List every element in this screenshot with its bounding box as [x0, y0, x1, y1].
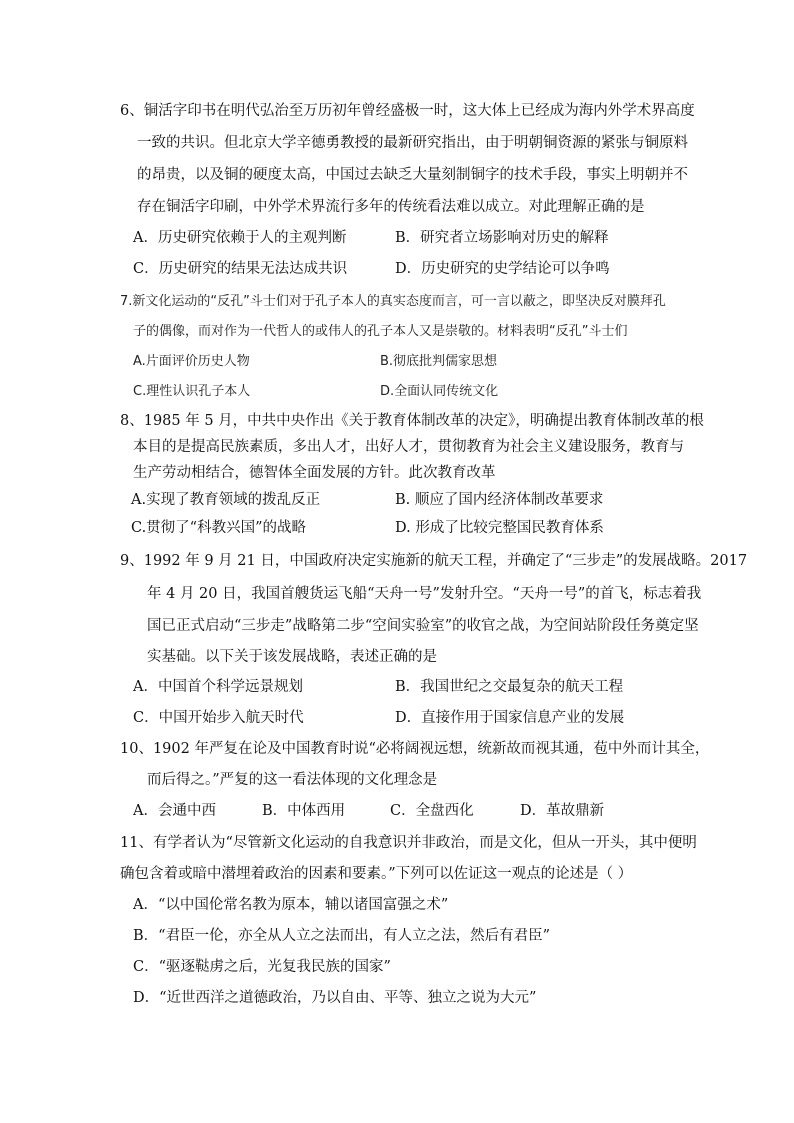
option-b[interactable]: B.彻底批判儒家思想: [380, 354, 498, 369]
question-stem-line: 生产劳动相结合，德智体全面发展的方针。此次教育改革: [133, 465, 496, 481]
option-d[interactable]: D.全面认同传统文化: [380, 384, 499, 399]
option-c[interactable]: C．全盘西化: [390, 803, 474, 819]
option-c[interactable]: C．“驱逐鞑虏之后，光复我民族的国家”: [133, 959, 391, 975]
option-a[interactable]: A．会通中西: [133, 803, 216, 819]
question-stem-line: 10、1902 年严复在论及中国教育时说“必将阔视远想，统新故而视其通，苞中外而计其全，: [120, 741, 710, 757]
question-stem-line: 子的偶像，而对作为一代哲人的或伟人的孔子本人又是崇敬的。材料表明“反孔”斗士们: [133, 324, 628, 339]
question-stem-line: 而后得之。”严复的这一看法体现的文化理念是: [147, 772, 438, 788]
question-stem-line: 年 4 月 20 日，我国首艘货运飞船“天舟一号”发射升空。“天舟一号”的首飞，标志着我: [147, 586, 702, 602]
question-stem-line: 7.新文化运动的“反孔”斗士们对于孔子本人的真实态度而言，可一言以蔽之，即坚决反对膜拜孔: [120, 294, 666, 309]
option-a[interactable]: A．中国首个科学远景规划: [133, 679, 303, 695]
question-stem-line: 的昂贵，以及铜的硬度太高，中国过去缺乏大量刻制铜字的技术手段，事实上明朝并不: [137, 167, 688, 183]
question-stem-line: 实基础。以下关于该发展战略，表述正确的是: [147, 649, 437, 665]
option-d[interactable]: D．直接作用于国家信息产业的发展: [395, 710, 625, 726]
option-b[interactable]: B．中体西用: [262, 803, 346, 819]
question-stem-line: 6、铜活字印书在明代弘治至万历初年曾经盛极一时，这大体上已经成为海内外学术界高度: [120, 103, 695, 119]
question-stem-line: 存在铜活字印刷，中外学术界流行多年的传统看法难以成立。对此理解正确的是: [137, 199, 645, 215]
option-d[interactable]: D．历史研究的史学结论可以争鸣: [395, 261, 610, 277]
question-stem-line: 一致的共识。但北京大学辛德勇教授的最新研究指出，由于明朝铜资源的紧张与铜原料: [137, 135, 688, 151]
option-c[interactable]: C．中国开始步入航天时代: [133, 710, 304, 726]
option-d[interactable]: D．革故鼎新: [520, 803, 605, 819]
option-a[interactable]: A.实现了教育领域的拨乱反正: [131, 492, 321, 508]
option-b[interactable]: B．我国世纪之交最复杂的航天工程: [395, 679, 624, 695]
option-d[interactable]: D．“近世西洋之道德政治，乃以自由、平等、独立之说为大元”: [133, 990, 537, 1006]
question-stem-line: 确包含着或暗中潜埋着政治的因素和要素。”下列可以佐证这一观点的论述是（ ）: [120, 866, 633, 882]
option-a[interactable]: A．历史研究依赖于人的主观判断: [133, 230, 347, 246]
option-c[interactable]: C.贯彻了“科教兴国”的战略: [131, 520, 307, 536]
question-stem-line: 本目的是提高民族素质，多出人才，出好人才，贯彻教育为社会主义建设服务，教育与: [133, 439, 684, 455]
option-a[interactable]: A．“以中国伦常名教为原本，辅以诸国富强之术”: [133, 897, 449, 913]
option-c[interactable]: C.理性认识孔子本人: [133, 384, 251, 399]
question-stem-line: 9、1992 年 9 月 21 日，中国政府决定实施新的航天工程，并确定了“三步走”的发展战略。2017: [120, 553, 748, 569]
option-b[interactable]: B．研究者立场影响对历史的解释: [395, 230, 609, 246]
question-stem-line: 11、有学者认为“尽管新文化运动的自我意识并非政治，而是文化，但从一开头，其中便明: [120, 835, 697, 851]
question-stem-line: 国已正式启动“三步走”战略第二步“空间实验室”的收官之战，为空间站阶段任务奠定坚: [147, 618, 699, 634]
option-b[interactable]: B. 顺应了国内经济体制改革要求: [395, 492, 604, 508]
option-b[interactable]: B．“君臣一伦，亦全从人立之法而出，有人立之法，然后有君臣”: [133, 928, 550, 944]
option-c[interactable]: C．历史研究的结果无法达成共识: [133, 261, 348, 277]
option-d[interactable]: D. 形成了比较完整国民教育体系: [395, 520, 604, 536]
question-stem-line: 8、1985 年 5 月，中共中央作出《关于教育体制改革的决定》，明确提出教育体制改革的根: [120, 413, 704, 429]
option-a[interactable]: A.片面评价历史人物: [133, 354, 250, 369]
